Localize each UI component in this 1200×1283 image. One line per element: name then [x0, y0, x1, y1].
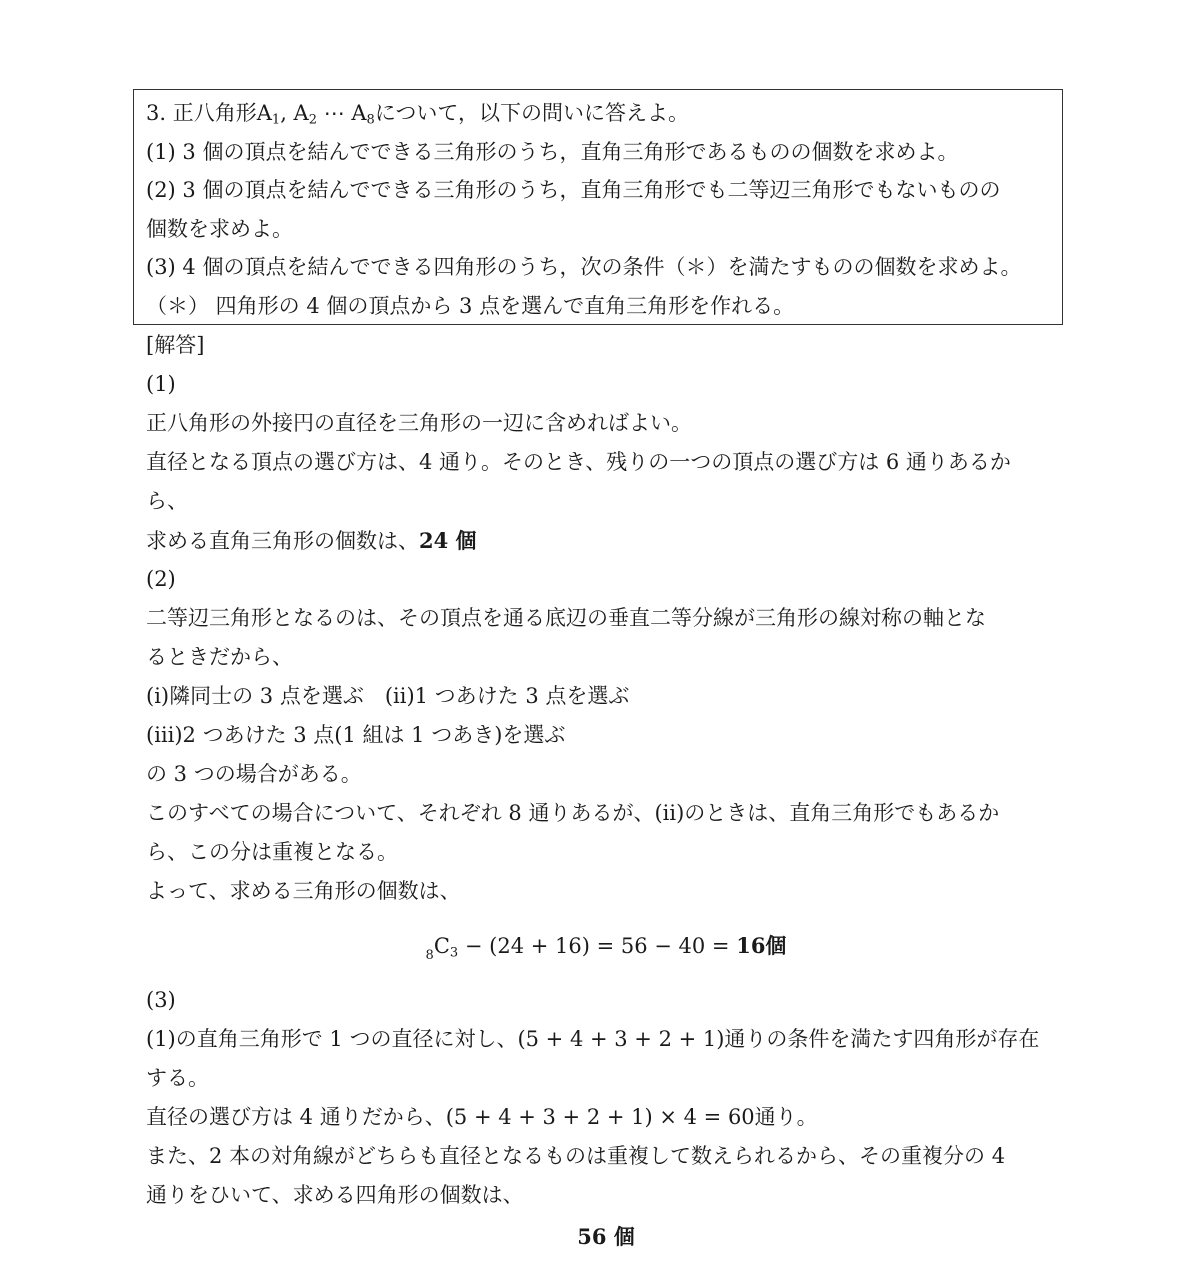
part-1-line: 直径となる頂点の選び方は、4 通り。そのとき、残りの一つの頂点の選び方は 6 通りあるか	[146, 450, 1011, 474]
question-2-line-2: 個数を求めよ。	[146, 216, 293, 241]
answer-heading: [解答]	[146, 333, 205, 357]
question-2-line-1: (2) 3 個の頂点を結んでできる三角形のうち，直角三角形でも二等辺三角形でもないものの	[146, 178, 1001, 202]
part-2-line: ら、この分は重複となる。	[146, 840, 398, 864]
part-1-label: (1)	[146, 372, 176, 396]
part-3-line: (1)の直角三角形で 1 つの直径に対し、(5 + 4 + 3 + 2 + 1)通りの条件を満たす四角形が存在	[146, 1027, 1040, 1051]
combination-formula: $8C_3 - (24 + 16) = 56 - 40 = 16$個	[425, 933, 787, 963]
part-2-line: るときだから、	[146, 645, 293, 669]
part-1-line: ら、	[146, 489, 188, 513]
problem-intro: 正八角形	[172, 101, 257, 125]
part-1-result: 求める直角三角形の個数は、24 個	[146, 528, 477, 553]
final-answer: 56 個	[577, 1224, 635, 1249]
answer-section	[146, 326, 1066, 1259]
problem-number: 3.	[146, 101, 167, 125]
part-2-line: よって、求める三角形の個数は、	[146, 879, 461, 903]
part-3-line: する。	[146, 1066, 209, 1090]
question-3: (3) 4 個の頂点を結んでできる四角形のうち，次の条件（＊）を満たすものの個数を求めよ。	[146, 255, 1022, 279]
vertex-list: $A_1$, $A_2$ ⋯ $A_8$	[256, 101, 375, 128]
part-2-line: このすべての場合について、それぞれ 8 通りあるが、(ⅱ)のときは、直角三角形でもあるか	[146, 801, 1000, 825]
part-2-line: (ⅰ)隣同士の 3 点を選ぶ (ⅱ)1 つあけた 3 点を選ぶ	[146, 684, 630, 708]
part-1-answer: 24 個	[419, 528, 477, 553]
part-2-line: (ⅲ)2 つあけた 3 点(1 組は 1 つあき)を選ぶ	[146, 723, 566, 747]
condition: （＊） 四角形の 4 個の頂点から 3 点を選んで直角三角形を作れる。	[146, 293, 795, 318]
part-2-answer: 16個	[736, 933, 787, 958]
part-3-line: 通りをひいて、求める四角形の個数は、	[146, 1183, 524, 1207]
problem-intro-tail: について，以下の問いに答えよ。	[374, 101, 689, 125]
part-1-line: 正八角形の外接円の直径を三角形の一辺に含めればよい。	[146, 411, 692, 435]
problem-box	[133, 89, 1063, 325]
part-2-label: (2)	[146, 567, 176, 591]
part-3-label: (3)	[146, 988, 176, 1012]
part-2-line: 二等辺三角形となるのは、その頂点を通る底辺の垂直二等分線が三角形の線対称の軸とな	[146, 606, 986, 630]
part-3-line: 直径の選び方は 4 通りだから、(5 + 4 + 3 + 2 + 1) × 4 = 60通り。	[146, 1105, 818, 1129]
part-2-line: の 3 つの場合がある。	[146, 762, 362, 786]
question-1: (1) 3 個の頂点を結んでできる三角形のうち，直角三角形であるものの個数を求めよ。	[146, 139, 959, 164]
part-3-line: また、2 本の対角線がどちらも直径となるものは重複して数えられるから、その重複分の 4	[146, 1144, 1006, 1168]
problem-title	[146, 94, 1062, 133]
